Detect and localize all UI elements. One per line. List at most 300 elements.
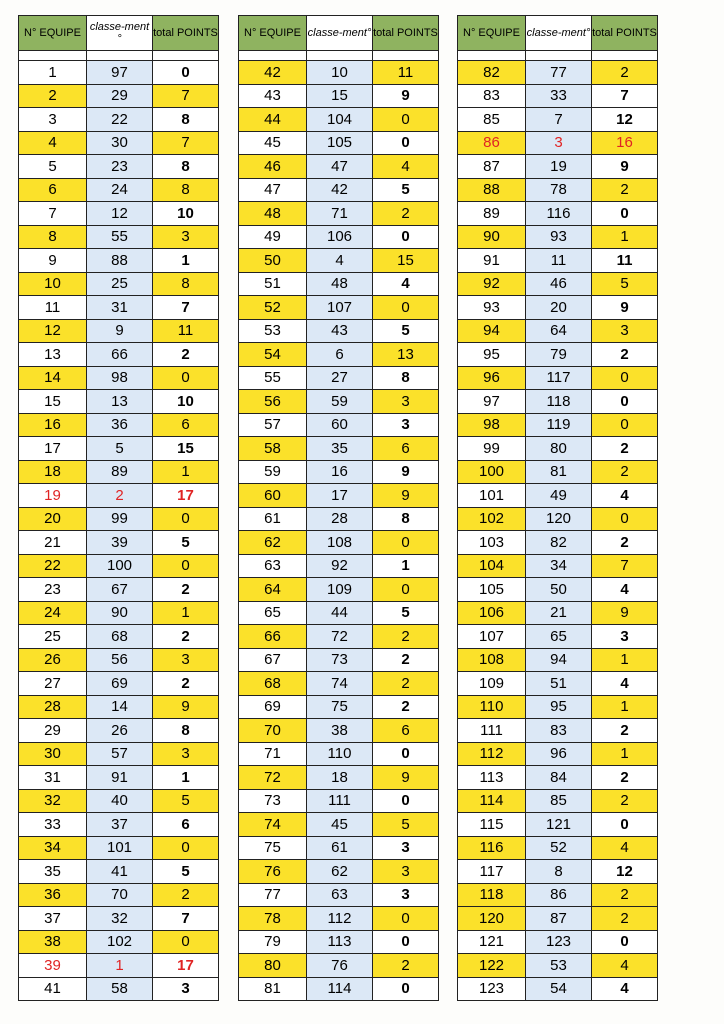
table-row (19, 742, 219, 766)
points-cell: 0 (373, 907, 439, 931)
points-cell: 0 (153, 554, 219, 578)
team-number-cell: 98 (458, 413, 526, 437)
team-number-cell: 13 (19, 343, 87, 367)
table-row (239, 930, 439, 954)
ranking-cell: 12 (87, 202, 153, 226)
points-cell: 16 (592, 131, 658, 155)
table-row (19, 766, 219, 790)
ranking-cell: 87 (526, 907, 592, 931)
ranking-cell: 2 (87, 484, 153, 508)
team-number-cell: 15 (19, 390, 87, 414)
points-cell: 0 (373, 225, 439, 249)
ranking-cell: 113 (307, 930, 373, 954)
team-number-cell: 107 (458, 625, 526, 649)
points-cell: 3 (373, 413, 439, 437)
ranking-cell: 27 (307, 366, 373, 390)
points-cell: 2 (153, 578, 219, 602)
points-cell: 10 (153, 390, 219, 414)
table-row (19, 319, 219, 343)
table-row (458, 930, 658, 954)
table-row (19, 178, 219, 202)
ranking-cell: 74 (307, 672, 373, 696)
points-cell: 4 (592, 672, 658, 696)
table-row (239, 813, 439, 837)
points-cell: 0 (592, 507, 658, 531)
ranking-cell: 71 (307, 202, 373, 226)
ranking-cell: 68 (87, 625, 153, 649)
team-number-cell: 100 (458, 460, 526, 484)
team-number-cell: 7 (19, 202, 87, 226)
team-number-cell: 92 (458, 272, 526, 296)
points-cell: 4 (373, 155, 439, 179)
ranking-cell: 88 (87, 249, 153, 273)
table-row (239, 390, 439, 414)
team-number-cell: 109 (458, 672, 526, 696)
ranking-cell: 93 (526, 225, 592, 249)
ranking-cell: 81 (526, 460, 592, 484)
ranking-cell: 82 (526, 531, 592, 555)
team-number-cell: 14 (19, 366, 87, 390)
points-cell: 5 (153, 789, 219, 813)
ranking-cell: 14 (87, 695, 153, 719)
team-number-cell: 6 (19, 178, 87, 202)
ranking-cell: 29 (87, 84, 153, 108)
team-number-cell: 82 (458, 61, 526, 85)
team-number-cell: 62 (239, 531, 307, 555)
ranking-cell: 76 (307, 954, 373, 978)
team-number-cell: 67 (239, 648, 307, 672)
team-number-cell: 69 (239, 695, 307, 719)
points-cell: 0 (153, 930, 219, 954)
ranking-cell: 102 (87, 930, 153, 954)
team-number-cell: 5 (19, 155, 87, 179)
points-cell: 5 (373, 319, 439, 343)
team-number-cell: 110 (458, 695, 526, 719)
ranking-cell: 79 (526, 343, 592, 367)
points-cell: 3 (153, 742, 219, 766)
ranking-cell: 60 (307, 413, 373, 437)
ranking-cell: 55 (87, 225, 153, 249)
points-cell: 2 (592, 343, 658, 367)
ranking-cell: 66 (87, 343, 153, 367)
ranking-cell: 56 (87, 648, 153, 672)
team-number-cell: 35 (19, 860, 87, 884)
ranking-cell: 13 (87, 390, 153, 414)
team-number-cell: 114 (458, 789, 526, 813)
points-cell: 2 (592, 719, 658, 743)
team-number-cell: 58 (239, 437, 307, 461)
points-cell: 8 (153, 272, 219, 296)
ranking-cell: 26 (87, 719, 153, 743)
table-row (239, 343, 439, 367)
team-number-cell: 18 (19, 460, 87, 484)
ranking-cell: 18 (307, 766, 373, 790)
ranking-cell: 37 (87, 813, 153, 837)
table-row (19, 84, 219, 108)
points-cell: 1 (592, 648, 658, 672)
points-cell: 9 (373, 460, 439, 484)
table-row (239, 413, 439, 437)
ranking-cell: 70 (87, 883, 153, 907)
points-cell: 8 (153, 108, 219, 132)
points-cell: 9 (373, 766, 439, 790)
ranking-cell: 107 (307, 296, 373, 320)
points-cell: 9 (373, 84, 439, 108)
points-cell: 11 (373, 61, 439, 85)
points-cell: 8 (373, 366, 439, 390)
points-cell: 0 (373, 977, 439, 1001)
team-number-cell: 80 (239, 954, 307, 978)
table-row (458, 319, 658, 343)
ranking-cell: 108 (307, 531, 373, 555)
ranking-cell: 63 (307, 883, 373, 907)
table-row (239, 84, 439, 108)
team-number-cell: 22 (19, 554, 87, 578)
points-cell: 5 (592, 272, 658, 296)
table-row (239, 836, 439, 860)
team-number-cell: 20 (19, 507, 87, 531)
ranking-cell: 50 (526, 578, 592, 602)
team-number-cell: 79 (239, 930, 307, 954)
table-row (458, 61, 658, 85)
table-row (19, 977, 219, 1001)
ranking-cell: 39 (87, 531, 153, 555)
ranking-cell: 54 (526, 977, 592, 1001)
table-row (239, 531, 439, 555)
table-row (19, 249, 219, 273)
ranking-cell: 31 (87, 296, 153, 320)
team-number-cell: 3 (19, 108, 87, 132)
points-cell: 1 (153, 460, 219, 484)
table-row (19, 695, 219, 719)
ranking-cell: 59 (307, 390, 373, 414)
team-number-cell: 75 (239, 836, 307, 860)
ranking-cell: 22 (87, 108, 153, 132)
table-row (239, 860, 439, 884)
team-number-cell: 95 (458, 343, 526, 367)
table-row (458, 437, 658, 461)
ranking-cell: 1 (87, 954, 153, 978)
team-number-cell: 32 (19, 789, 87, 813)
team-number-cell: 121 (458, 930, 526, 954)
table-row (19, 789, 219, 813)
ranking-cell: 84 (526, 766, 592, 790)
table-row (458, 860, 658, 884)
ranking-cell: 83 (526, 719, 592, 743)
team-number-cell: 53 (239, 319, 307, 343)
points-cell: 4 (592, 836, 658, 860)
team-number-cell: 123 (458, 977, 526, 1001)
team-number-cell: 63 (239, 554, 307, 578)
team-number-cell: 1 (19, 61, 87, 85)
team-number-cell: 89 (458, 202, 526, 226)
table-row (19, 860, 219, 884)
header-total-points: total POINTS (373, 16, 439, 51)
points-cell: 5 (373, 813, 439, 837)
team-number-cell: 9 (19, 249, 87, 273)
ranking-cell: 58 (87, 977, 153, 1001)
table-row (19, 672, 219, 696)
team-number-cell: 19 (19, 484, 87, 508)
team-number-cell: 27 (19, 672, 87, 696)
ranking-cell: 49 (526, 484, 592, 508)
team-number-cell: 78 (239, 907, 307, 931)
team-number-cell: 43 (239, 84, 307, 108)
table-row (239, 108, 439, 132)
ranking-cell: 16 (307, 460, 373, 484)
team-number-cell: 74 (239, 813, 307, 837)
team-number-cell: 2 (19, 84, 87, 108)
team-number-cell: 117 (458, 860, 526, 884)
team-number-cell: 45 (239, 131, 307, 155)
points-cell: 2 (592, 883, 658, 907)
team-number-cell: 93 (458, 296, 526, 320)
table-row (239, 977, 439, 1001)
ranking-cell: 65 (526, 625, 592, 649)
points-cell: 4 (592, 954, 658, 978)
ranking-cell: 116 (526, 202, 592, 226)
points-cell: 9 (592, 155, 658, 179)
team-number-cell: 41 (19, 977, 87, 1001)
points-cell: 3 (592, 625, 658, 649)
ranking-cell: 112 (307, 907, 373, 931)
team-number-cell: 118 (458, 883, 526, 907)
ranking-cell: 94 (526, 648, 592, 672)
table-row (239, 883, 439, 907)
points-cell: 2 (592, 178, 658, 202)
points-cell: 0 (373, 296, 439, 320)
ranking-cell: 73 (307, 648, 373, 672)
points-cell: 0 (373, 131, 439, 155)
ranking-cell: 40 (87, 789, 153, 813)
team-number-cell: 11 (19, 296, 87, 320)
points-cell: 9 (592, 601, 658, 625)
table-row (239, 437, 439, 461)
points-cell: 12 (592, 108, 658, 132)
points-cell: 3 (153, 225, 219, 249)
team-number-cell: 70 (239, 719, 307, 743)
header-team-number: N° EQUIPE (239, 16, 307, 51)
table-row (19, 225, 219, 249)
table-row (19, 484, 219, 508)
team-number-cell: 56 (239, 390, 307, 414)
table-row (458, 484, 658, 508)
ranking-cell: 101 (87, 836, 153, 860)
table-row (458, 977, 658, 1001)
team-number-cell: 111 (458, 719, 526, 743)
header-team-number: N° EQUIPE (458, 16, 526, 51)
team-number-cell: 57 (239, 413, 307, 437)
table-row (458, 155, 658, 179)
team-number-cell: 113 (458, 766, 526, 790)
ranking-cell: 28 (307, 507, 373, 531)
team-number-cell: 46 (239, 155, 307, 179)
header-total-points: total POINTS (592, 16, 658, 51)
ranking-cell: 25 (87, 272, 153, 296)
points-cell: 9 (592, 296, 658, 320)
table-row (19, 883, 219, 907)
points-cell: 8 (153, 178, 219, 202)
points-cell: 5 (153, 860, 219, 884)
points-cell: 2 (373, 954, 439, 978)
ranking-cell: 8 (526, 860, 592, 884)
ranking-cell: 85 (526, 789, 592, 813)
ranking-cell: 35 (307, 437, 373, 461)
ranking-cell: 80 (526, 437, 592, 461)
points-cell: 0 (592, 413, 658, 437)
table-row (458, 225, 658, 249)
ranking-cell: 121 (526, 813, 592, 837)
ranking-cell: 64 (526, 319, 592, 343)
ranking-cell: 51 (526, 672, 592, 696)
team-number-cell: 103 (458, 531, 526, 555)
table-row (239, 554, 439, 578)
header-ranking: classe-ment ° (87, 16, 153, 51)
points-cell: 0 (373, 578, 439, 602)
points-cell: 1 (592, 742, 658, 766)
team-number-cell: 115 (458, 813, 526, 837)
table-row (239, 178, 439, 202)
header-total-points: total POINTS (153, 16, 219, 51)
team-number-cell: 29 (19, 719, 87, 743)
ranking-cell: 38 (307, 719, 373, 743)
ranking-cell: 119 (526, 413, 592, 437)
table-row (239, 695, 439, 719)
points-cell: 2 (373, 672, 439, 696)
table-row (19, 578, 219, 602)
team-number-cell: 99 (458, 437, 526, 461)
team-number-cell: 71 (239, 742, 307, 766)
table-row (458, 413, 658, 437)
team-number-cell: 116 (458, 836, 526, 860)
team-number-cell: 68 (239, 672, 307, 696)
ranking-cell: 111 (307, 789, 373, 813)
points-cell: 8 (373, 507, 439, 531)
team-number-cell: 48 (239, 202, 307, 226)
points-cell: 0 (153, 507, 219, 531)
points-cell: 0 (153, 61, 219, 85)
team-number-cell: 106 (458, 601, 526, 625)
points-cell: 4 (592, 977, 658, 1001)
team-number-cell: 97 (458, 390, 526, 414)
ranking-cell: 17 (307, 484, 373, 508)
ranking-cell: 72 (307, 625, 373, 649)
table-row (239, 131, 439, 155)
team-number-cell: 77 (239, 883, 307, 907)
table-row (19, 437, 219, 461)
points-cell: 9 (153, 695, 219, 719)
ranking-cell: 24 (87, 178, 153, 202)
table-row (458, 672, 658, 696)
ranking-cell: 114 (307, 977, 373, 1001)
points-cell: 5 (153, 531, 219, 555)
table-row (239, 789, 439, 813)
points-cell: 7 (153, 131, 219, 155)
points-cell: 8 (153, 719, 219, 743)
points-cell: 6 (373, 719, 439, 743)
ranking-cell: 89 (87, 460, 153, 484)
points-cell: 4 (373, 272, 439, 296)
team-number-cell: 105 (458, 578, 526, 602)
points-cell: 0 (592, 813, 658, 837)
table-row (19, 531, 219, 555)
team-number-cell: 64 (239, 578, 307, 602)
team-number-cell: 31 (19, 766, 87, 790)
team-number-cell: 28 (19, 695, 87, 719)
team-number-cell: 60 (239, 484, 307, 508)
team-number-cell: 50 (239, 249, 307, 273)
table-row (458, 813, 658, 837)
table-row (19, 907, 219, 931)
ranking-cell: 120 (526, 507, 592, 531)
table-row (239, 155, 439, 179)
ranking-cell: 67 (87, 578, 153, 602)
points-cell: 4 (592, 578, 658, 602)
table-row (19, 625, 219, 649)
table-row (239, 742, 439, 766)
ranking-cell: 9 (87, 319, 153, 343)
team-number-cell: 44 (239, 108, 307, 132)
team-number-cell: 24 (19, 601, 87, 625)
table-row (458, 601, 658, 625)
table-row (458, 296, 658, 320)
table-row (239, 954, 439, 978)
points-cell: 3 (592, 319, 658, 343)
ranking-cell: 6 (307, 343, 373, 367)
team-number-cell: 4 (19, 131, 87, 155)
points-cell: 6 (373, 437, 439, 461)
table-row (239, 766, 439, 790)
table-row (19, 954, 219, 978)
team-number-cell: 81 (239, 977, 307, 1001)
points-cell: 3 (373, 390, 439, 414)
points-cell: 3 (373, 836, 439, 860)
ranking-cell: 61 (307, 836, 373, 860)
table-row (239, 625, 439, 649)
table-row (239, 907, 439, 931)
ranking-cell: 23 (87, 155, 153, 179)
points-cell: 2 (153, 625, 219, 649)
team-number-cell: 66 (239, 625, 307, 649)
team-number-cell: 61 (239, 507, 307, 531)
points-cell: 1 (592, 695, 658, 719)
ranking-cell: 91 (87, 766, 153, 790)
points-cell: 0 (592, 366, 658, 390)
ranking-cell: 69 (87, 672, 153, 696)
ranking-cell: 98 (87, 366, 153, 390)
table-row (458, 390, 658, 414)
points-cell: 0 (592, 930, 658, 954)
points-cell: 1 (153, 249, 219, 273)
points-cell: 3 (373, 860, 439, 884)
table-row (239, 578, 439, 602)
table-row (458, 954, 658, 978)
team-number-cell: 91 (458, 249, 526, 273)
points-cell: 11 (592, 249, 658, 273)
team-number-cell: 122 (458, 954, 526, 978)
team-number-cell: 34 (19, 836, 87, 860)
ranking-cell: 57 (87, 742, 153, 766)
table-row (458, 554, 658, 578)
team-number-cell: 52 (239, 296, 307, 320)
team-number-cell: 108 (458, 648, 526, 672)
points-cell: 2 (153, 883, 219, 907)
ranking-cell: 92 (307, 554, 373, 578)
ranking-cell: 20 (526, 296, 592, 320)
table-row (19, 390, 219, 414)
table-row (19, 719, 219, 743)
ranking-cell: 100 (87, 554, 153, 578)
